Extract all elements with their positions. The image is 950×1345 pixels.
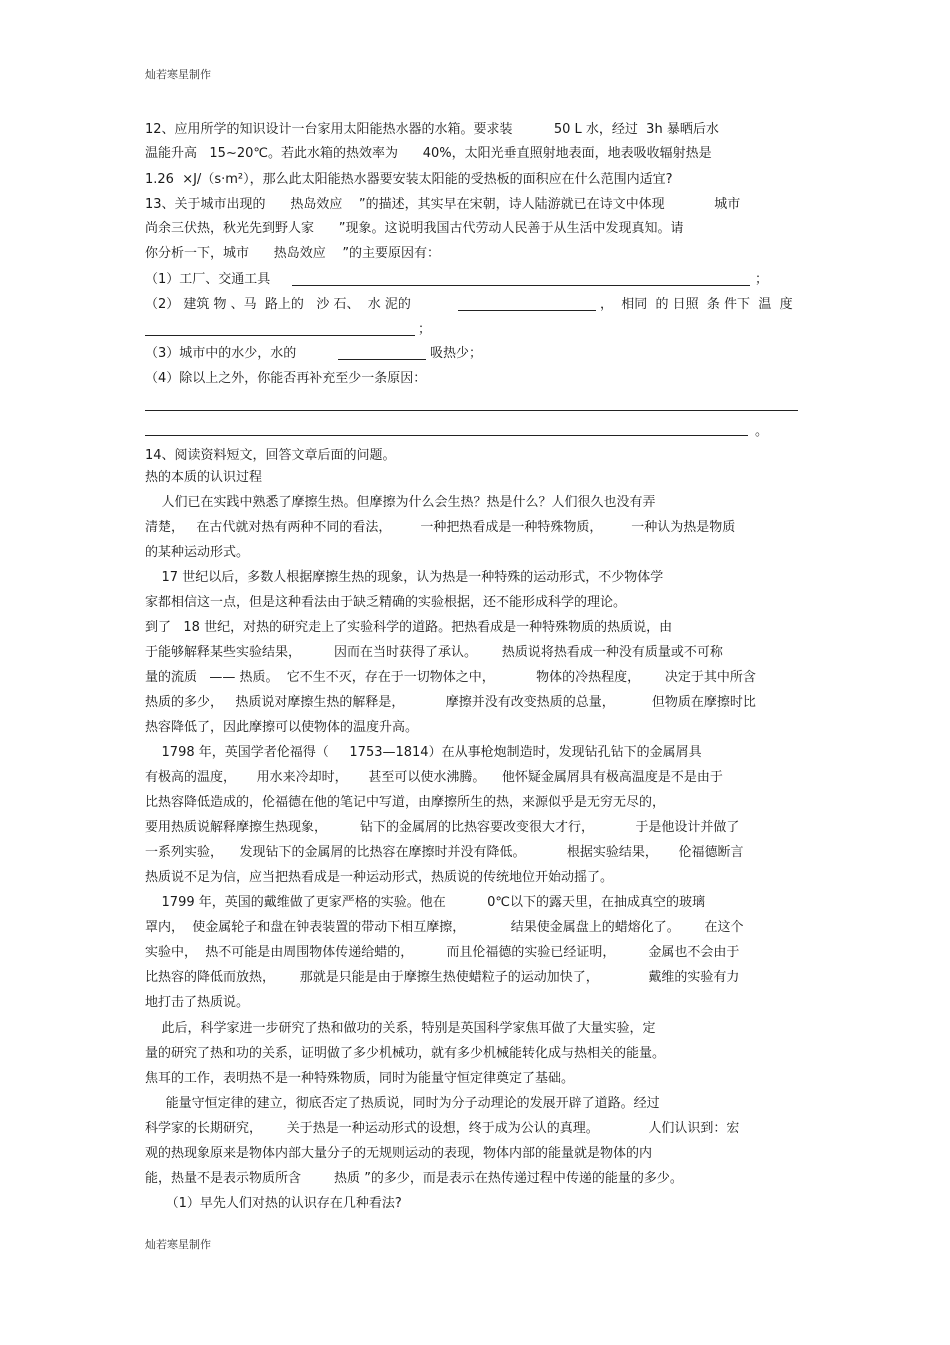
q13-item-1-end: ；: [755, 272, 769, 287]
answer-blank-5[interactable]: [145, 410, 798, 411]
q14-text-line: 1799 年，英国的戴维做了更家严格的实验。他在 0℃以下的露天里，在抽成真空的玻璃: [145, 895, 705, 910]
q14-text-line: 观的热现象原来是物体内部大量分子的无规则运动的表现，物体内部的能量就是物体的内: [145, 1146, 653, 1161]
q12-line-1: 12、应用所学的知识设计一台家用太阳能热水器的水箱。要求装 50 L 水，经过 3h 暴晒后水: [145, 122, 719, 137]
q14-text-line: 1798 年，英国学者伦福得（ 1753—1814）在从事枪炮制造时，发现钻孔钻下的金属屑具: [145, 745, 702, 760]
q14-question-1: （1）早先人们对热的认识存在几种看法?: [145, 1196, 402, 1211]
q14-text-line: 比热容的降低而放热， 那就是只能是由于摩擦生热使蜡粒子的运动加快了， 戴维的实验有力: [145, 970, 740, 985]
q13-item-1: （1）工厂、交通工具: [145, 272, 271, 287]
q14-text-line: 要用热质说解释摩擦生热现象， 钻下的金属屑的比热容要改变很大才行， 于是他设计并做了: [145, 820, 740, 835]
q14-text-line: 热质的多少， 热质说对摩擦生热的解释是， 摩擦并没有改变热质的总量， 但物质在摩擦时比: [145, 695, 756, 710]
q14-text-line: 罩内， 使金属轮子和盘在钟表装置的带动下相互摩擦， 结果使金属盘上的蜡熔化了。 在这个: [145, 920, 744, 935]
answer-blank-2[interactable]: [458, 310, 596, 311]
q13-line-3: 你分析一下，城市 热岛效应 ”的主要原因有：: [145, 246, 441, 261]
q14-text-line: 地打击了热质说。: [145, 995, 250, 1010]
q13-item-4: （4）除以上之外，你能否再补充至少一条原因：: [145, 371, 427, 386]
q14-text-line: 一系列实验， 发现钻下的金属屑的比热容在摩擦时并没有降低。 根据实验结果， 伦福德断言: [145, 845, 744, 860]
q14-text-line: 的某种运动形式。: [145, 545, 250, 560]
page-header: 灿若寒星制作: [145, 68, 211, 81]
q14-text-line: 家都相信这一点，但是这种看法由于缺乏精确的实验根据，还不能形成科学的理论。: [145, 595, 627, 610]
q14-text-line: 能量守恒定律的建立，彻底否定了热质说，同时为分子动理论的发展开辟了道路。经过: [145, 1096, 660, 1111]
q13-line-2: 尚余三伏热，秋光先到野人家 ”现象。这说明我国古代劳动人民善于从生活中发现真知。请: [145, 221, 684, 236]
q14-text-line: 焦耳的工作，表明热不是一种特殊物质，同时为能量守恒定律奠定了基础。: [145, 1071, 575, 1086]
q14-text-line: 有极高的温度， 用水来冷却时， 甚至可以使水沸腾。 他怀疑金属屑具有极高温度是不是由于: [145, 770, 723, 785]
q14-text-line: 能，热量不是表示物质所含 热质 ”的多少，而是表示在热传递过程中传递的能量的多少。: [145, 1171, 683, 1186]
q13-item-4-end: 。: [755, 424, 769, 439]
q14-text-line: 于能够解释某些实验结果， 因而在当时获得了承认。 热质说将热看成一种没有质量或不可称: [145, 645, 723, 660]
q13-item-3-end: 吸热少；: [430, 346, 483, 361]
q12-line-2: 温能升高 15~20℃。若此水箱的热效率为 40%，太阳光垂直照射地表面，地表吸收辐射热是: [145, 146, 712, 161]
q13-item-3: （3）城市中的水少，水的: [145, 346, 297, 361]
q13-line-1: 13、关于城市出现的 热岛效应 ”的描述，其实早在宋朝，诗人陆游就已在诗文中体现 城市: [145, 197, 741, 212]
q14-intro: 14、阅读资料短文，回答文章后面的问题。: [145, 448, 396, 463]
q14-title: 热的本质的认识过程: [145, 470, 263, 485]
q12-line-3: 1.26 ×J/（s·m²），那么此太阳能热水器要安装太阳能的受热板的面积应在什么范围内适宜?: [145, 172, 673, 187]
q14-text-line: 此后，科学家进一步研究了热和做功的关系，特别是英国科学家焦耳做了大量实验，定: [145, 1021, 656, 1036]
q14-text-line: 清楚， 在古代就对热有两种不同的看法， 一种把热看成是一种特殊物质， 一种认为热是物质: [145, 520, 736, 535]
q14-text-line: 比热容降低造成的，伦福德在他的笔记中写道，由摩擦所生的热，来源似乎是无穷无尽的，: [145, 795, 666, 810]
q14-text-line: 热质说不足为信，应当把热看成是一种运动形式，热质说的传统地位开始动摇了。: [145, 870, 614, 885]
q13-item-2-end: ；: [418, 322, 432, 337]
page-footer: 灿若寒星制作: [145, 1238, 211, 1251]
answer-blank-6[interactable]: [145, 435, 748, 436]
q13-item-2: （2） 建筑 物 、马 路上的 沙 石、 水 泥的: [145, 297, 411, 312]
q14-text-line: 量的研究了热和功的关系，证明做了多少机械功，就有多少机械能转化成与热相关的能量。: [145, 1046, 666, 1061]
q14-text-line: 17 世纪以后，多数人根据摩擦生热的现象，认为热是一种特殊的运动形式，不少物体学: [145, 570, 664, 585]
q14-text-line: 到了 18 世纪，对热的研究走上了实验科学的道路。把热看成是一种特殊物质的热质说，由: [145, 620, 673, 635]
q14-text-line: 量的流质 —— 热质。 它不生不灭，存在于一切物体之中， 物体的冷热程度， 决定于其中所含: [145, 670, 756, 685]
q14-text-line: 人们已在实践中熟悉了摩擦生热。但摩擦为什么会生热？热是什么？人们很久也没有弄: [145, 495, 656, 510]
answer-blank-3[interactable]: [145, 335, 415, 336]
answer-blank-4[interactable]: [338, 359, 426, 360]
answer-blank-1[interactable]: [292, 285, 750, 286]
q14-text-line: 实验中， 热不可能是由周围物体传递给蜡的， 而且伦福德的实验已经证明， 金属也不会由于: [145, 945, 740, 960]
q14-text-line: 热容降低了，因此摩擦可以使物体的温度升高。: [145, 720, 419, 735]
q13-item-2-mid: ， 相同 的 日照 条 件下 温 度: [600, 297, 793, 312]
q14-text-line: 科学家的长期研究， 关于热是一种运动形式的设想，终于成为公认的真理。 人们认识到：宏: [145, 1121, 740, 1136]
